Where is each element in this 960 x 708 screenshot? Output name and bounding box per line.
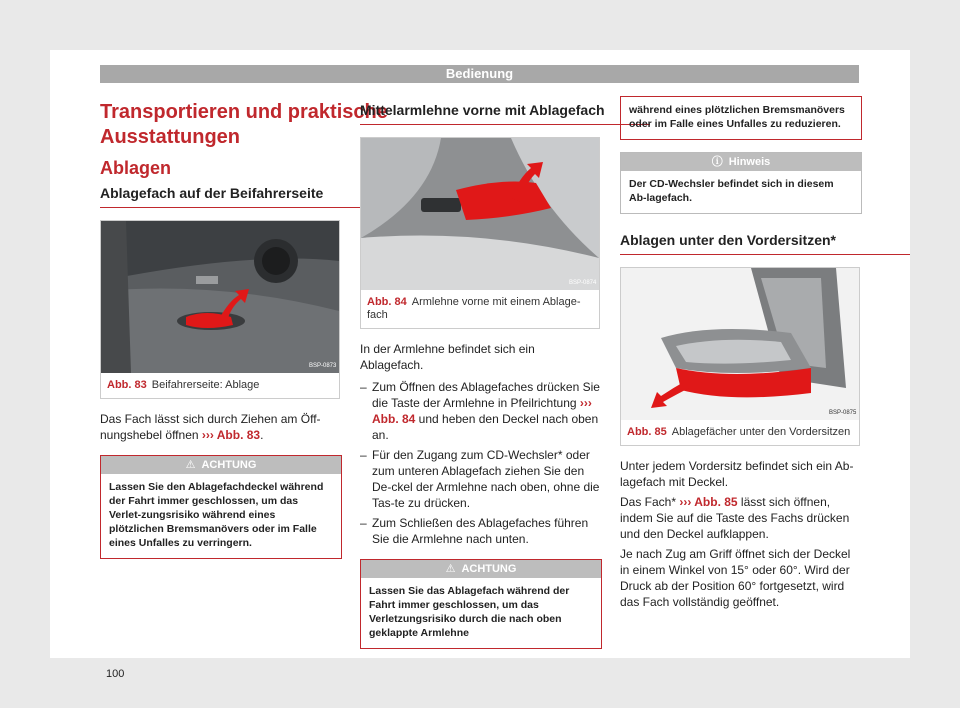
armrest-image — [361, 138, 599, 290]
list-item-text: Für den Zugang zum CD-Wechsler* oder zum unteren Ablagefach ziehen Sie den De-ckel der Armlehne nach oben, ohne die Tas-te zu drücken. — [372, 448, 600, 510]
figure-link[interactable]: ››› Abb. 83 — [201, 428, 261, 442]
warning-box — [100, 455, 342, 559]
figure-caption-text: Armlehne vorne mit einem Ablage-fach — [367, 296, 581, 321]
warning-icon: ⚠ — [445, 563, 456, 575]
list-item — [360, 379, 600, 443]
list-item — [360, 447, 600, 511]
main-title: Transportieren und praktische Ausstattungen — [100, 101, 388, 148]
instruction-list — [360, 379, 600, 547]
body-text-2 — [620, 494, 860, 542]
warning-box-continued — [620, 96, 862, 140]
note-title: Hinweis — [728, 156, 771, 168]
body-text-1: Unter jedem Vordersitz befindet sich ein Ab-lagefach mit Deckel. — [620, 459, 854, 489]
figure-caption-text: Beifahrerseite: Ablage — [151, 379, 260, 391]
figure-84 — [360, 137, 600, 329]
under-seat-image — [621, 268, 859, 420]
column-2 — [360, 96, 650, 649]
figure-83 — [100, 220, 340, 399]
sub-title: Ablagen — [100, 158, 172, 178]
note-header — [621, 153, 861, 171]
list-item-text: und heben den Deckel nach oben an. — [372, 412, 599, 442]
figure-caption — [361, 290, 599, 328]
info-icon: ⓘ — [711, 156, 723, 168]
list-item-text: Zum Öffnen des Ablagefaches drücken Sie die Taste der Armlehne in Pfeilrichtung — [372, 380, 600, 410]
figure-code: BSP-0875 — [829, 410, 857, 416]
figure-ref: Abb. 84 — [367, 296, 407, 308]
warning-text: während eines plötzlichen Bremsmanövers oder im Falle eines Unfalles zu reduzieren. — [629, 104, 845, 130]
figure-link[interactable]: ››› Abb. 84 — [372, 396, 592, 426]
list-item — [360, 515, 600, 547]
warning-text: Lassen Sie den Ablagefachdeckel während der Fahrt immer geschlossen, um das Verlet-zungsrisiko während eines plötzlichen Bremsmanövers oder im Falle eines Unfalles zu verringern. — [109, 481, 324, 549]
section-title-armrest: Mittelarmlehne vorne mit Ablagefach — [360, 102, 650, 125]
figure-link[interactable]: ››› Abb. 85 — [679, 495, 738, 509]
intro-text: In der Armlehne befindet sich ein Ablagefach. — [360, 342, 535, 372]
figure-code: BSP-0873 — [309, 363, 337, 369]
page-number: 100 — [106, 668, 125, 680]
figure-ref: Abb. 83 — [107, 379, 147, 391]
figure-caption — [101, 373, 339, 398]
column-1 — [100, 96, 390, 559]
body-text-prefix: Das Fach* — [620, 495, 680, 509]
figure-code: BSP-0874 — [569, 280, 597, 286]
figure-caption — [621, 420, 859, 445]
warning-text: Lassen Sie das Ablagefach während der Fahrt immer geschlossen, um das Verletzungsrisiko durch die nach oben geklappte Armlehne — [369, 585, 570, 639]
page — [50, 50, 910, 680]
body-text-3: Je nach Zug am Griff öffnet sich der Deckel in einem Winkel von 15° oder 60°. Wird der Druck ab der Position 60° fortgesetzt, wird das Fach vollständig geöffnet. — [620, 547, 851, 609]
list-item-text: Zum Schließen des Ablagefaches führen Sie die Armlehne nach unten. — [372, 516, 589, 546]
section-title-under-seat: Ablagen unter den Vordersitzen* — [620, 232, 910, 255]
note-text: Der CD-Wechsler befindet sich in diesem Ab-lagefach. — [629, 178, 834, 204]
warning-header — [101, 456, 341, 474]
warning-header — [361, 560, 601, 578]
figure-caption-text: Ablagefächer unter den Vordersitzen — [671, 426, 851, 438]
section-title-glovebox: Ablagefach auf der Beifahrerseite — [100, 185, 390, 208]
warning-title: ACHTUNG — [461, 563, 517, 575]
figure-85 — [620, 267, 860, 446]
body-text-prefix: Das Fach lässt sich durch Ziehen am Öff-nungshebel öffnen — [100, 412, 321, 442]
glovebox-image — [101, 221, 339, 373]
figure-ref: Abb. 85 — [627, 426, 667, 438]
column-3 — [620, 96, 910, 610]
body-text — [100, 411, 340, 443]
warning-box — [360, 559, 602, 649]
warning-icon: ⚠ — [185, 459, 196, 471]
body-text-suffix: . — [260, 428, 264, 442]
body-text-suffix: lässt sich öffnen, indem Sie auf die Taste des Fachs drücken und den Deckel aufklappen. — [620, 495, 850, 541]
warning-title: ACHTUNG — [201, 459, 257, 471]
header-bar: Bedienung — [100, 65, 859, 83]
note-box — [620, 152, 862, 214]
